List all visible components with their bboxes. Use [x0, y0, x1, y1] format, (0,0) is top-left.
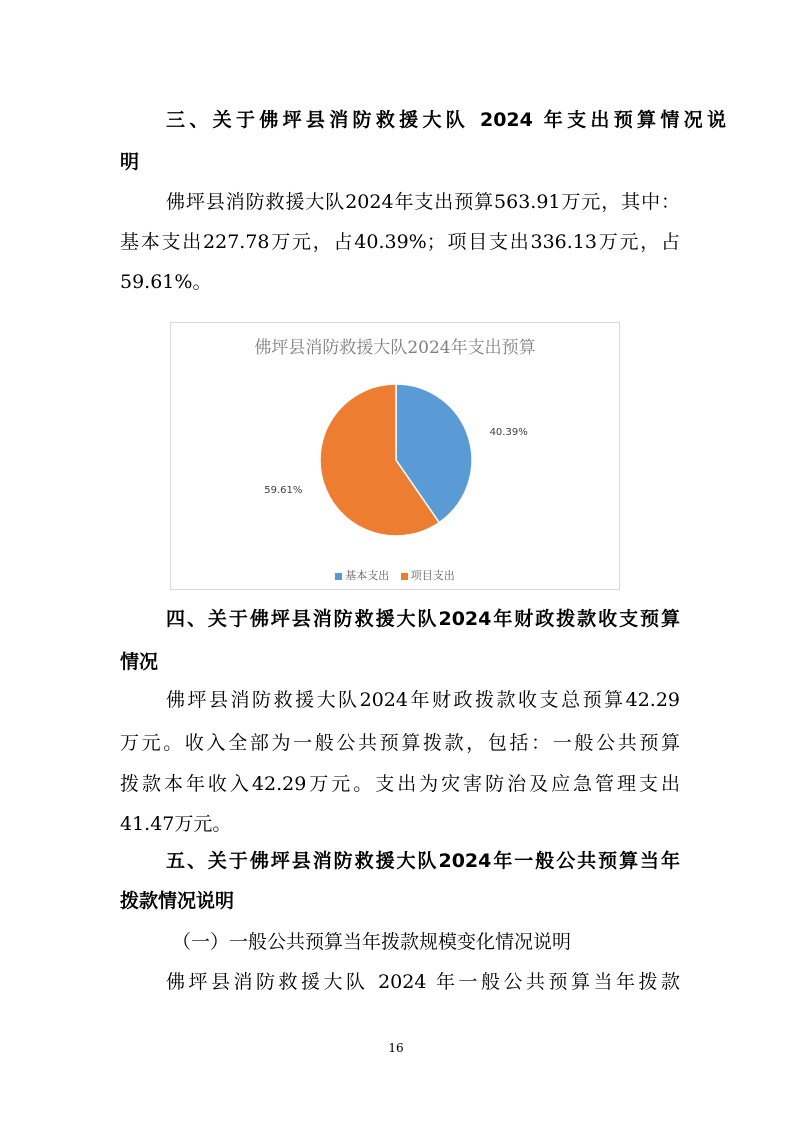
section4-heading-line2: 情况	[120, 651, 159, 673]
legend-label-basic: 基本支出	[345, 569, 390, 582]
section4-heading-line1: 四、关于佛坪县消防救援大队2024年财政拨款收支预算	[166, 608, 680, 630]
section4-para-line2: 万元。收入全部为一般公共预算拨款，包括：一般公共预算	[120, 732, 680, 754]
section3-para-line2: 基本支出227.78万元，占40.39%；项目支出336.13万元，占	[120, 231, 680, 253]
section3-heading-line2: 明	[120, 151, 140, 173]
legend-swatch-project	[401, 573, 408, 580]
legend-item-basic	[335, 567, 389, 583]
pie-chart	[170, 322, 620, 590]
section5-heading-line1: 五、关于佛坪县消防救援大队2024年一般公共预算当年	[166, 850, 680, 872]
pie-chart-svg	[171, 323, 621, 591]
legend-swatch-basic	[335, 573, 342, 580]
section4-para-line4: 41.47万元。	[120, 813, 232, 835]
chart-legend	[171, 567, 619, 583]
legend-label-project: 项目支出	[410, 569, 455, 582]
page-number: 16	[388, 1041, 404, 1055]
section4-para-line3: 拨款本年收入42.29万元。支出为灾害防治及应急管理支出	[120, 773, 680, 795]
section5-subheading: （一）一般公共预算当年拨款规模变化情况说明	[172, 931, 572, 953]
legend-item-project	[401, 567, 455, 583]
section3-para-line1: 佛坪县消防救援大队2024年支出预算563.91万元，其中：	[166, 191, 680, 213]
section4-para-line1: 佛坪县消防救援大队2024年财政拨款收支总预算42.29	[166, 689, 680, 711]
pie-data-label-project: 59.61%	[264, 485, 303, 497]
chart-title: 佛坪县消防救援大队2024年支出预算	[254, 338, 536, 358]
section3-heading-line1: 三、关于佛坪县消防救援大队 2024 年支出预算情况说	[166, 109, 726, 131]
section5-heading-line2: 拨款情况说明	[120, 890, 235, 912]
section5-para-line1: 佛坪县消防救援大队 2024 年一般公共预算当年拨款	[166, 971, 680, 993]
section3-para-line3: 59.61%。	[120, 271, 212, 293]
pie-data-label-basic: 40.39%	[489, 426, 528, 438]
